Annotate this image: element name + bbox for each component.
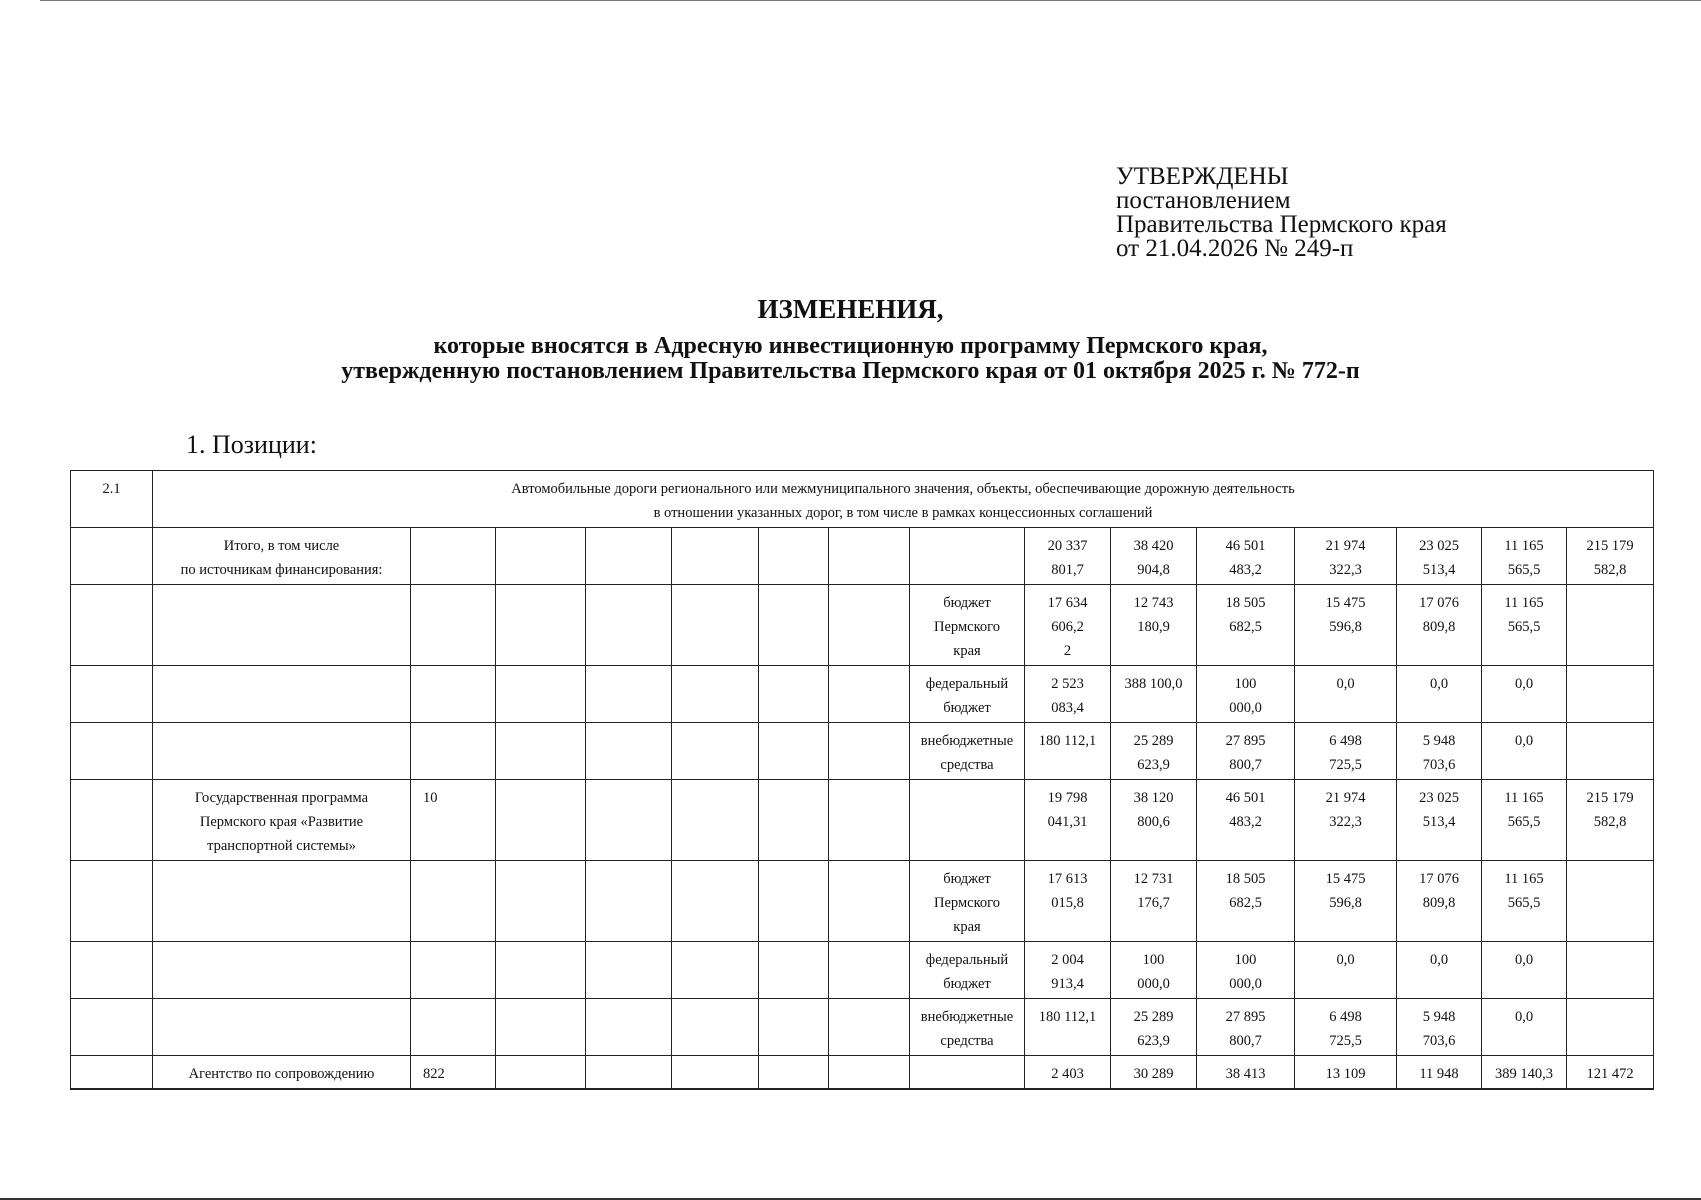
empty-cell bbox=[759, 780, 829, 861]
row-number-cell bbox=[71, 1056, 153, 1090]
value-cell: 388 100,0 bbox=[1111, 666, 1197, 723]
value-cell: 0,0 bbox=[1295, 942, 1397, 999]
funding-source-cell bbox=[910, 780, 1025, 861]
funding-source-cell bbox=[910, 1056, 1025, 1090]
value-cell: 18 505 682,5 bbox=[1197, 585, 1295, 666]
object-name-cell: Государственная программа Пермского края «Развитие транспортной системы» bbox=[153, 780, 411, 861]
funding-source-cell: бюджет Пермского края bbox=[910, 861, 1025, 942]
empty-cell bbox=[759, 528, 829, 585]
value-cell: 38 413 bbox=[1197, 1056, 1295, 1090]
code-cell: 10 bbox=[411, 780, 496, 861]
value-cell bbox=[1567, 942, 1654, 999]
code-cell bbox=[411, 861, 496, 942]
value-cell: 17 076 809,8 bbox=[1397, 585, 1482, 666]
table-row bbox=[71, 585, 1654, 666]
row-number-cell bbox=[71, 723, 153, 780]
value-cell: 23 025 513,4 bbox=[1397, 780, 1482, 861]
value-cell: 2 403 bbox=[1025, 1056, 1111, 1090]
value-cell: 19 798 041,31 bbox=[1025, 780, 1111, 861]
empty-cell bbox=[759, 666, 829, 723]
value-cell: 12 731 176,7 bbox=[1111, 861, 1197, 942]
row-number-cell bbox=[71, 780, 153, 861]
object-name-cell: Агентство по сопровождению bbox=[153, 1056, 411, 1090]
value-cell: 121 472 bbox=[1567, 1056, 1654, 1090]
value-cell: 15 475 596,8 bbox=[1295, 861, 1397, 942]
value-cell: 6 498 725,5 bbox=[1295, 999, 1397, 1056]
value-cell: 11 948 bbox=[1397, 1056, 1482, 1090]
object-name-cell bbox=[153, 666, 411, 723]
document-title: ИЗМЕНЕНИЯ, bbox=[757, 294, 944, 324]
value-cell: 30 289 bbox=[1111, 1056, 1197, 1090]
value-cell: 215 179 582,8 bbox=[1567, 780, 1654, 861]
row-number-cell bbox=[71, 861, 153, 942]
value-cell: 23 025 513,4 bbox=[1397, 528, 1482, 585]
empty-cell bbox=[829, 585, 910, 666]
funding-source-cell: внебюджетные средства bbox=[910, 999, 1025, 1056]
value-cell: 0,0 bbox=[1482, 723, 1567, 780]
value-cell: 11 165 565,5 bbox=[1482, 528, 1567, 585]
empty-cell bbox=[586, 942, 672, 999]
value-cell bbox=[1567, 861, 1654, 942]
document-subtitle bbox=[0, 334, 1701, 384]
empty-cell bbox=[672, 861, 759, 942]
row-number-cell bbox=[71, 666, 153, 723]
empty-cell bbox=[759, 1056, 829, 1090]
object-name-cell bbox=[153, 942, 411, 999]
empty-cell bbox=[496, 780, 586, 861]
empty-cell bbox=[829, 999, 910, 1056]
empty-cell bbox=[586, 666, 672, 723]
empty-cell bbox=[586, 780, 672, 861]
value-cell: 27 895 800,7 bbox=[1197, 999, 1295, 1056]
value-cell: 215 179 582,8 bbox=[1567, 528, 1654, 585]
value-cell: 25 289 623,9 bbox=[1111, 723, 1197, 780]
value-cell: 0,0 bbox=[1482, 999, 1567, 1056]
funding-source-cell: бюджет Пермского края bbox=[910, 585, 1025, 666]
object-name-cell bbox=[153, 585, 411, 666]
value-cell: 17 076 809,8 bbox=[1397, 861, 1482, 942]
empty-cell bbox=[672, 666, 759, 723]
value-cell: 389 140,3 bbox=[1482, 1056, 1567, 1090]
funding-source-cell bbox=[910, 528, 1025, 585]
value-cell: 13 109 bbox=[1295, 1056, 1397, 1090]
empty-cell bbox=[759, 861, 829, 942]
value-cell: 0,0 bbox=[1397, 666, 1482, 723]
value-cell: 5 948 703,6 bbox=[1397, 723, 1482, 780]
approval-line: от 21.04.2026 № 249-п bbox=[1116, 235, 1354, 262]
section-title: Автомобильные дороги регионального или межмуниципального значения, объекты, обеспечивающие дорожную деятельность в отношении указанных дорог, в том числе в рамках концессионных соглашений bbox=[153, 471, 1654, 528]
empty-cell bbox=[759, 585, 829, 666]
value-cell: 46 501 483,2 bbox=[1197, 780, 1295, 861]
table-row bbox=[71, 999, 1654, 1056]
empty-cell bbox=[496, 585, 586, 666]
value-cell bbox=[1567, 723, 1654, 780]
document-subtitle-line-1: которые вносятся в Адресную инвестиционную программу Пермского края, bbox=[433, 333, 1268, 359]
empty-cell bbox=[829, 528, 910, 585]
value-cell: 17 613 015,8 bbox=[1025, 861, 1111, 942]
section-number: 2.1 bbox=[71, 471, 153, 528]
value-cell bbox=[1567, 666, 1654, 723]
empty-cell bbox=[496, 1056, 586, 1090]
empty-cell bbox=[586, 585, 672, 666]
row-number-cell bbox=[71, 528, 153, 585]
value-cell: 20 337 801,7 bbox=[1025, 528, 1111, 585]
value-cell: 11 165 565,5 bbox=[1482, 585, 1567, 666]
empty-cell bbox=[829, 666, 910, 723]
value-cell: 0,0 bbox=[1482, 942, 1567, 999]
section-heading: 1. Позиции: bbox=[186, 430, 317, 459]
value-cell: 6 498 725,5 bbox=[1295, 723, 1397, 780]
empty-cell bbox=[829, 723, 910, 780]
value-cell: 2 523 083,4 bbox=[1025, 666, 1111, 723]
investment-table bbox=[70, 470, 1654, 1090]
empty-cell bbox=[672, 999, 759, 1056]
empty-cell bbox=[586, 861, 672, 942]
value-cell: 100 000,0 bbox=[1111, 942, 1197, 999]
value-cell: 21 974 322,3 bbox=[1295, 528, 1397, 585]
code-cell bbox=[411, 999, 496, 1056]
value-cell: 17 634 606,2 2 bbox=[1025, 585, 1111, 666]
empty-cell bbox=[586, 1056, 672, 1090]
empty-cell bbox=[672, 1056, 759, 1090]
object-name-cell bbox=[153, 723, 411, 780]
object-name-cell bbox=[153, 861, 411, 942]
empty-cell bbox=[829, 1056, 910, 1090]
empty-cell bbox=[496, 942, 586, 999]
table-row bbox=[71, 942, 1654, 999]
code-cell bbox=[411, 585, 496, 666]
value-cell: 12 743 180,9 bbox=[1111, 585, 1197, 666]
empty-cell bbox=[496, 666, 586, 723]
empty-cell bbox=[586, 723, 672, 780]
value-cell: 38 120 800,6 bbox=[1111, 780, 1197, 861]
value-cell: 100 000,0 bbox=[1197, 942, 1295, 999]
code-cell bbox=[411, 666, 496, 723]
table-row bbox=[71, 861, 1654, 942]
empty-cell bbox=[829, 861, 910, 942]
table-row bbox=[71, 1056, 1654, 1090]
approval-stamp bbox=[1116, 165, 1447, 261]
empty-cell bbox=[672, 585, 759, 666]
empty-cell bbox=[586, 999, 672, 1056]
value-cell: 0,0 bbox=[1397, 942, 1482, 999]
section-row bbox=[71, 471, 1654, 528]
empty-cell bbox=[759, 723, 829, 780]
value-cell: 46 501 483,2 bbox=[1197, 528, 1295, 585]
code-cell: 822 bbox=[411, 1056, 496, 1090]
value-cell: 180 112,1 bbox=[1025, 723, 1111, 780]
row-number-cell bbox=[71, 999, 153, 1056]
empty-cell bbox=[496, 723, 586, 780]
code-cell bbox=[411, 942, 496, 999]
table-row bbox=[71, 723, 1654, 780]
object-name-cell: Итого, в том числе по источникам финансирования: bbox=[153, 528, 411, 585]
value-cell: 0,0 bbox=[1295, 666, 1397, 723]
value-cell: 21 974 322,3 bbox=[1295, 780, 1397, 861]
empty-cell bbox=[759, 999, 829, 1056]
table-row bbox=[71, 666, 1654, 723]
value-cell: 180 112,1 bbox=[1025, 999, 1111, 1056]
value-cell: 38 420 904,8 bbox=[1111, 528, 1197, 585]
approval-line: постановлением bbox=[1116, 187, 1291, 214]
empty-cell bbox=[672, 942, 759, 999]
document-subtitle-line-2: утвержденную постановлением Правительства Пермского края от 01 октября 2025 г. № 772-п bbox=[341, 358, 1360, 384]
value-cell: 15 475 596,8 bbox=[1295, 585, 1397, 666]
value-cell: 18 505 682,5 bbox=[1197, 861, 1295, 942]
scan-top-edge bbox=[40, 0, 1701, 1]
value-cell: 25 289 623,9 bbox=[1111, 999, 1197, 1056]
empty-cell bbox=[672, 528, 759, 585]
table-row bbox=[71, 780, 1654, 861]
empty-cell bbox=[829, 780, 910, 861]
value-cell bbox=[1567, 585, 1654, 666]
empty-cell bbox=[586, 528, 672, 585]
code-cell bbox=[411, 723, 496, 780]
value-cell: 27 895 800,7 bbox=[1197, 723, 1295, 780]
row-number-cell bbox=[71, 942, 153, 999]
value-cell: 0,0 bbox=[1482, 666, 1567, 723]
value-cell: 11 165 565,5 bbox=[1482, 861, 1567, 942]
code-cell bbox=[411, 528, 496, 585]
approval-line: Правительства Пермского края bbox=[1116, 211, 1447, 238]
object-name-cell bbox=[153, 999, 411, 1056]
value-cell: 2 004 913,4 bbox=[1025, 942, 1111, 999]
value-cell: 11 165 565,5 bbox=[1482, 780, 1567, 861]
empty-cell bbox=[496, 528, 586, 585]
empty-cell bbox=[829, 942, 910, 999]
empty-cell bbox=[496, 861, 586, 942]
value-cell: 5 948 703,6 bbox=[1397, 999, 1482, 1056]
funding-source-cell: федеральный бюджет bbox=[910, 942, 1025, 999]
row-number-cell bbox=[71, 585, 153, 666]
value-cell: 100 000,0 bbox=[1197, 666, 1295, 723]
empty-cell bbox=[759, 942, 829, 999]
approval-line: УТВЕРЖДЕНЫ bbox=[1116, 163, 1289, 190]
empty-cell bbox=[672, 723, 759, 780]
empty-cell bbox=[672, 780, 759, 861]
empty-cell bbox=[496, 999, 586, 1056]
funding-source-cell: внебюджетные средства bbox=[910, 723, 1025, 780]
value-cell bbox=[1567, 999, 1654, 1056]
table-row bbox=[71, 528, 1654, 585]
funding-source-cell: федеральный бюджет bbox=[910, 666, 1025, 723]
